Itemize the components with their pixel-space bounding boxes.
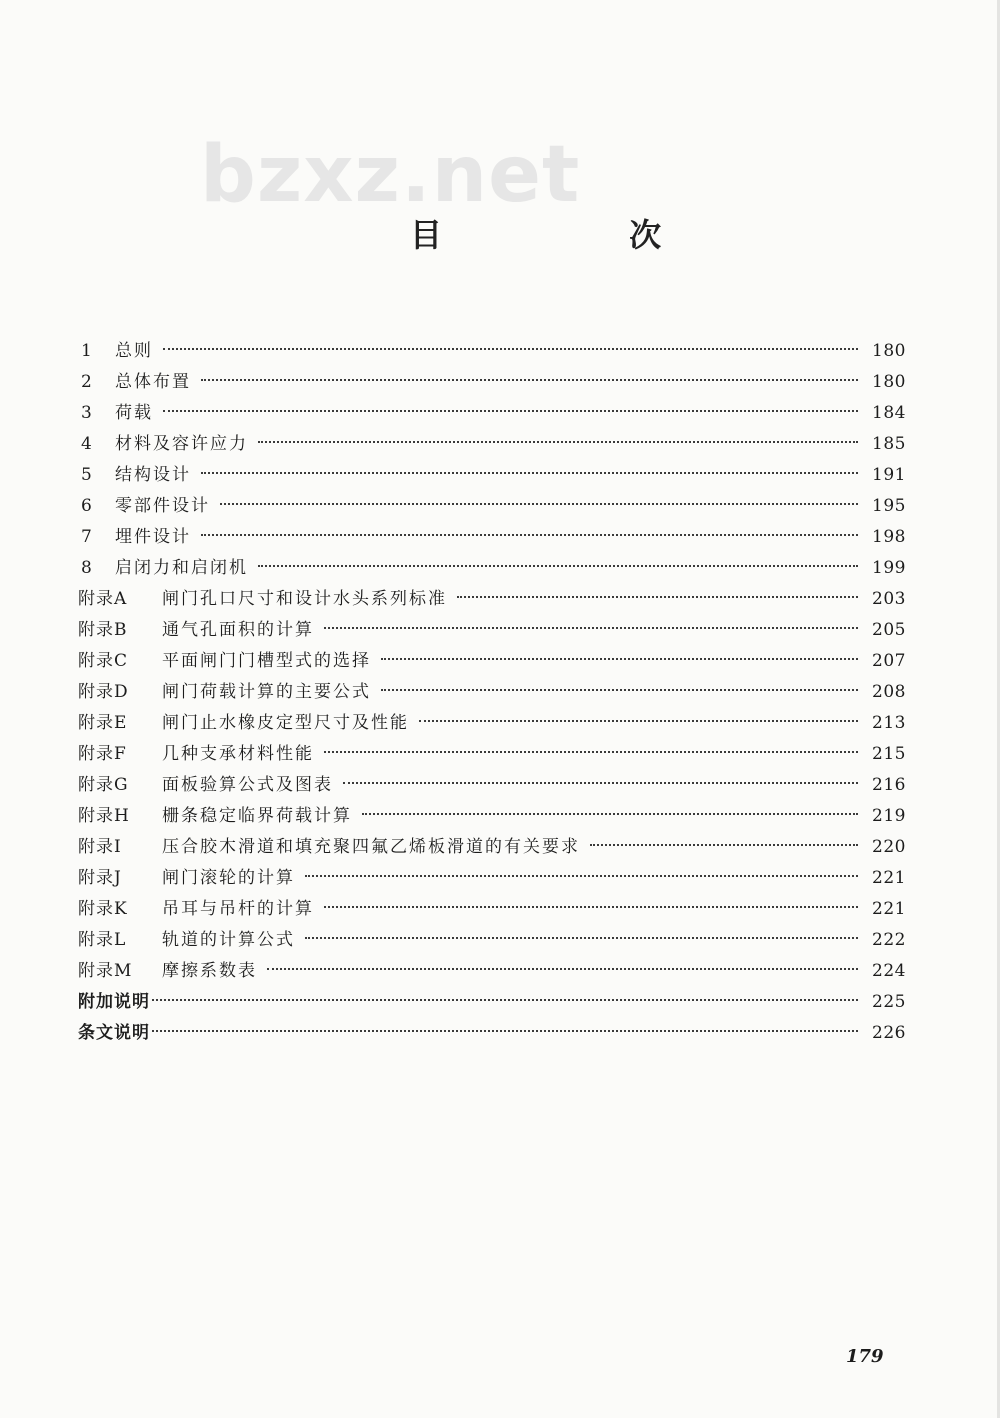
chapter-title: 总体布置 [115,372,191,392]
page-ref: 221 [872,868,906,888]
toc-entry-appendix-j[interactable] [78,863,906,894]
dot-leader [201,379,858,381]
dot-leader [305,875,858,877]
page-ref: 180 [872,341,906,361]
dot-leader [163,348,858,350]
appendix-label: 附录M [78,961,133,981]
toc-entry-appendix-h[interactable] [78,801,906,832]
appendix-label: 附录I [78,837,122,857]
appendix-title: 栅条稳定临界荷载计算 [162,806,352,826]
page-ref: 224 [872,961,906,981]
page-ref: 185 [872,434,906,454]
toc-entry-appendix-d[interactable] [78,677,906,708]
appendix-title: 闸门荷载计算的主要公式 [162,682,371,702]
chapter-title: 荷载 [115,403,153,423]
dot-leader [457,596,858,598]
chapter-number: 2 [81,372,92,392]
dot-leader [381,689,858,691]
appendix-label: 附录E [78,713,128,733]
chapter-title: 埋件设计 [115,527,191,547]
page-number: 179 [846,1346,884,1367]
page-ref: 221 [872,899,906,919]
dot-leader [258,441,858,443]
page-ref: 225 [872,992,906,1012]
dot-leader [163,410,858,412]
page-ref: 203 [872,589,906,609]
dot-leader [324,906,858,908]
page-ref: 222 [872,930,906,950]
dot-leader [343,782,858,784]
page-ref: 208 [872,682,906,702]
page-ref: 199 [872,558,906,578]
toc-entry-chapter-1[interactable] [78,336,906,367]
table-of-contents [78,336,906,1049]
appendix-title: 闸门滚轮的计算 [162,868,295,888]
dot-leader [258,565,858,567]
appendix-label: 附录C [78,651,129,671]
chapter-title: 启闭力和启闭机 [115,558,248,578]
appendix-title: 压合胶木滑道和填充聚四氟乙烯板滑道的有关要求 [162,837,580,857]
page-ref: 184 [872,403,906,423]
section-title: 条文说明 [78,1023,150,1043]
toc-entry-chapter-4[interactable] [78,429,906,460]
toc-entry-chapter-6[interactable] [78,491,906,522]
page-ref: 226 [872,1023,906,1043]
dot-leader [201,534,858,536]
dot-leader [590,844,858,846]
page-ref: 213 [872,713,906,733]
appendix-title: 平面闸门门槽型式的选择 [162,651,371,671]
chapter-title: 零部件设计 [115,496,210,516]
chapter-number: 6 [81,496,92,516]
appendix-label: 附录A [78,589,128,609]
dot-leader [152,999,858,1001]
page-ref: 180 [872,372,906,392]
toc-entry-chapter-8[interactable] [78,553,906,584]
appendix-title: 轨道的计算公式 [162,930,295,950]
dot-leader [419,720,858,722]
toc-entry-appendix-l[interactable] [78,925,906,956]
chapter-number: 8 [81,558,92,578]
dot-leader [381,658,858,660]
appendix-label: 附录B [78,620,128,640]
toc-entry-appendix-i[interactable] [78,832,906,863]
toc-entry-appendix-a[interactable] [78,584,906,615]
dot-leader [201,472,858,474]
chapter-title: 材料及容许应力 [115,434,248,454]
appendix-title: 摩擦系数表 [162,961,257,981]
appendix-label: 附录J [78,868,122,888]
appendix-label: 附录K [78,899,128,919]
page-ref: 207 [872,651,906,671]
chapter-number: 1 [81,341,92,361]
page-ref: 216 [872,775,906,795]
page-title: 目 次 [410,216,750,254]
appendix-label: 附录D [78,682,129,702]
toc-entry-appendix-f[interactable] [78,739,906,770]
toc-entry-chapter-2[interactable] [78,367,906,398]
dot-leader [267,968,858,970]
dot-leader [152,1030,858,1032]
chapter-number: 5 [81,465,92,485]
chapter-title: 总则 [115,341,153,361]
toc-entry-chapter-7[interactable] [78,522,906,553]
appendix-title: 闸门止水橡皮定型尺寸及性能 [162,713,409,733]
page-ref: 220 [872,837,906,857]
appendix-title: 几种支承材料性能 [162,744,314,764]
chapter-number: 4 [81,434,92,454]
chapter-number: 3 [81,403,92,423]
toc-entry-appendix-c[interactable] [78,646,906,677]
appendix-label: 附录F [78,744,127,764]
chapter-title: 结构设计 [115,465,191,485]
toc-entry-clause-explanation[interactable] [78,1018,906,1049]
appendix-label: 附录L [78,930,127,950]
appendix-label: 附录G [78,775,129,795]
page-ref: 219 [872,806,906,826]
dot-leader [362,813,858,815]
dot-leader [305,937,858,939]
page-ref: 215 [872,744,906,764]
page-ref: 195 [872,496,906,516]
toc-entry-additional-notes[interactable] [78,987,906,1018]
appendix-title: 吊耳与吊杆的计算 [162,899,314,919]
section-title: 附加说明 [78,992,150,1012]
toc-entry-chapter-5[interactable] [78,460,906,491]
chapter-number: 7 [81,527,92,547]
appendix-label: 附录H [78,806,130,826]
toc-entry-appendix-e[interactable] [78,708,906,739]
appendix-title: 面板验算公式及图表 [162,775,333,795]
toc-entry-appendix-b[interactable] [78,615,906,646]
toc-entry-appendix-m[interactable] [78,956,906,987]
dot-leader [324,627,858,629]
page-ref: 205 [872,620,906,640]
dot-leader [220,503,858,505]
appendix-title: 闸门孔口尺寸和设计水头系列标准 [162,589,447,609]
toc-entry-appendix-k[interactable] [78,894,906,925]
toc-entry-chapter-3[interactable] [78,398,906,429]
toc-entry-appendix-g[interactable] [78,770,906,801]
page-ref: 191 [872,465,906,485]
watermark: bzxz.net [200,130,581,220]
page-ref: 198 [872,527,906,547]
appendix-title: 通气孔面积的计算 [162,620,314,640]
dot-leader [324,751,858,753]
